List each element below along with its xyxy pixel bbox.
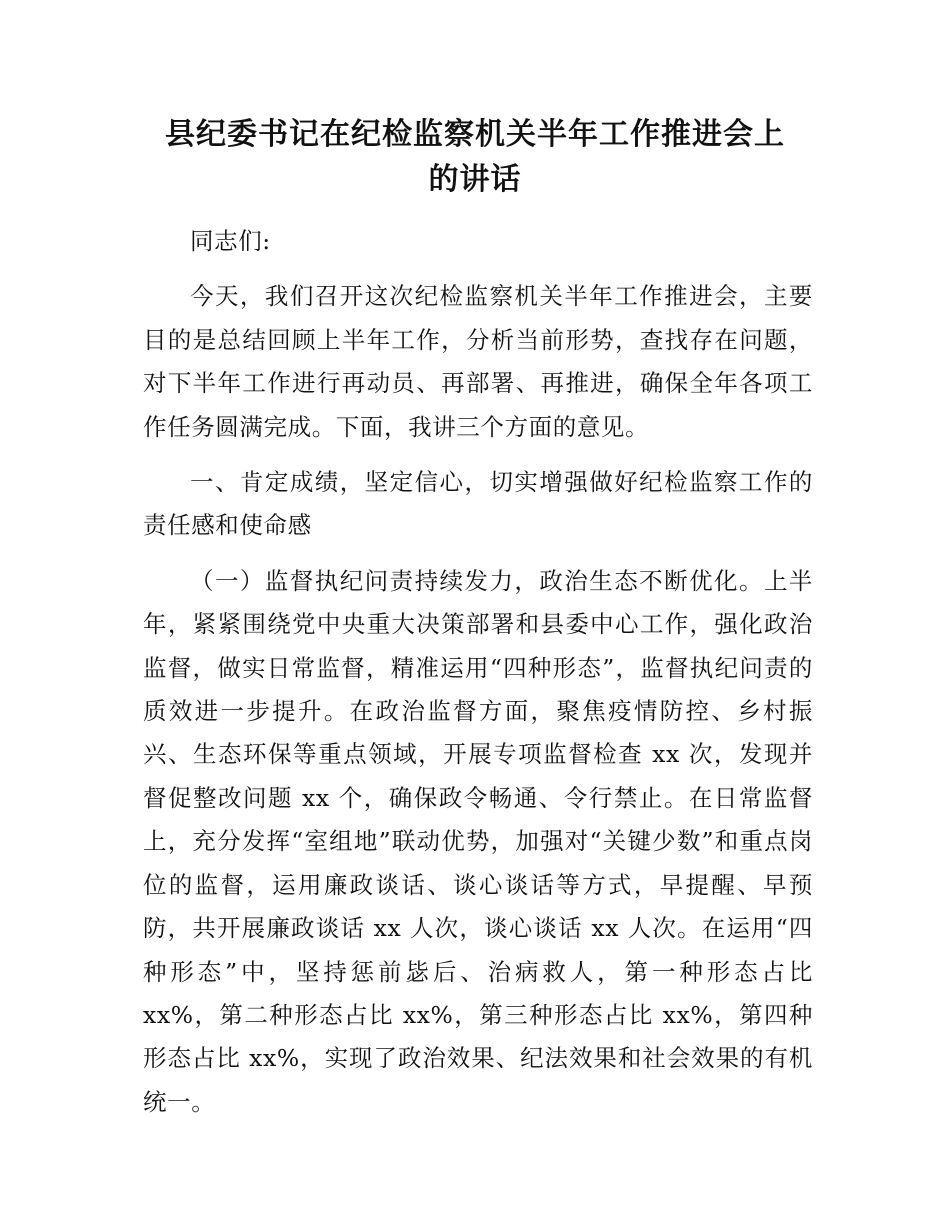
subsection-paragraph-1: （一）监督执纪问责持续发力，政治生态不断优化。上半年，紧紧围绕党中央重大决策部署和县委中心工作，强化政治监督，做实日常监督，精准运用“四种形态”，监督执纪问责的质效进一步提升。在政治监督方面，聚焦疫情防控、乡村振兴、生态环保等重点领域，开展专项监督检查 xx 次，发现并督促整改问题 xx 个，确保政令畅通、令行禁止。在日常监督上，充分发挥“室组地”联动优势，加强对“关键少数”和重点岗位的监督，运用廉政谈话、谈心谈话等方式，早提醒、早预防，共开展廉政谈话 xx 人次，谈心谈话 xx 人次。在运用“四种形态”中，坚持惩前毖后、治病救人，第一种形态占比 xx%，第二种形态占比 xx%，第三种形态占比 xx%，第四种形态占比 xx%，实现了政治效果、纪法效果和社会效果的有机统一。 bbox=[143, 566, 813, 1116]
intro-paragraph: 今天，我们召开这次纪检监察机关半年工作推进会，主要目的是总结回顾上半年工作，分析当前形势，查找存在问题，对下半年工作进行再动员、再部署、再推进，确保全年各项工作任务圆满完成。下面，我讲三个方面的意见。 bbox=[143, 282, 813, 441]
document-body bbox=[143, 220, 813, 1124]
title-line-2: 的讲话 bbox=[428, 162, 522, 197]
title-line-1: 县纪委书记在纪检监察机关半年工作推进会上 bbox=[165, 117, 785, 152]
section-heading-1: 一、肯定成绩，坚定信心，切实增强做好纪检监察工作的责任感和使命感 bbox=[143, 468, 813, 540]
document-title bbox=[130, 112, 820, 202]
salutation: 同志们: bbox=[190, 227, 271, 255]
